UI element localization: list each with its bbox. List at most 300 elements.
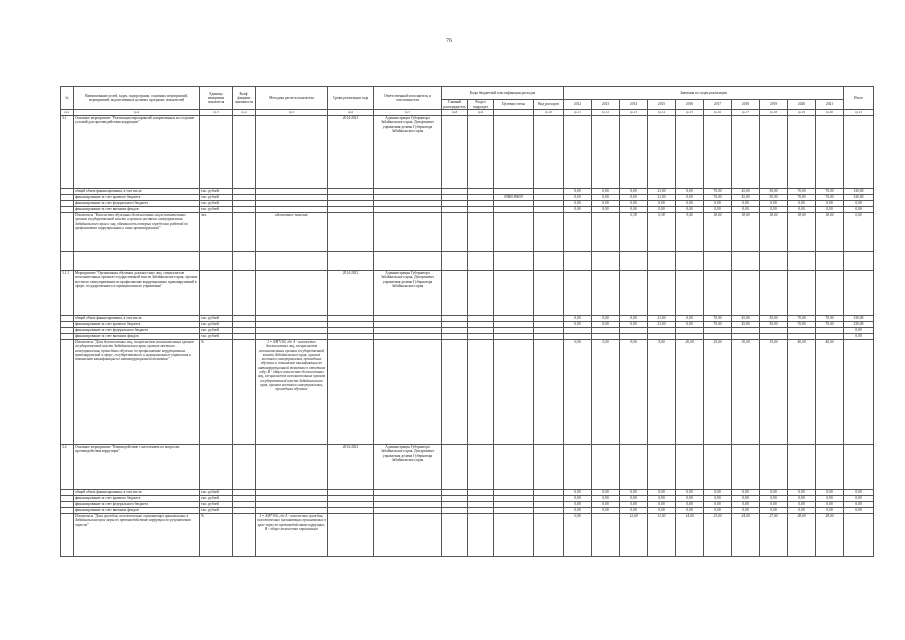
indicator-value (844, 340, 874, 445)
fin-extra-row-value: 0,00 (844, 334, 874, 340)
fin-regional-row-value: 330,00 (844, 195, 874, 201)
fin-regional-row-value: 70,00 (704, 195, 732, 201)
measure-name: Основное мероприятие "Реализация мероприятий, направленных на создание условий для противодействия коррупции" (74, 116, 200, 189)
header-year: 2014 (620, 100, 648, 110)
fin-regional-row-value: 21,00 (648, 322, 676, 328)
fin-label: финансирование за счет федерального бюджета (74, 328, 200, 334)
indicator-value: 28,00 (816, 514, 844, 557)
fin-federal-row-value: 0,00 (844, 328, 874, 334)
spacer-cell (74, 252, 200, 271)
measure-coef (233, 116, 256, 189)
measure-number: 3.2 (61, 445, 74, 490)
indicator-value: 40,00 (788, 340, 816, 445)
measure-executor: Администрация Губернатора Забайкальского края, Департамент управления делами Губернатора Забайкальского края (374, 271, 442, 316)
value-cell (704, 445, 732, 490)
indicator-exec (374, 514, 442, 557)
fin-total-row-value: 0,00 (592, 490, 620, 496)
header-term: Сроки реализации года (328, 87, 374, 110)
fin-unit: тыс. рублей (200, 502, 233, 508)
value-cell (788, 445, 816, 490)
fin-federal-row-value: 0,00 (760, 201, 788, 207)
indicator-code (494, 514, 534, 557)
header-coef: Коэф-фициент значимости (233, 87, 256, 110)
budget-code-cell (442, 271, 468, 316)
value-cell (760, 116, 788, 189)
indicator-code (534, 213, 564, 252)
indicator-code (494, 213, 534, 252)
value-cell (788, 271, 816, 316)
fin-extra-row-value: 0,00 (620, 207, 648, 213)
indicator-value (592, 213, 620, 252)
budget-code-cell (534, 271, 564, 316)
fin-label: финансирование за счет краевого бюджета (74, 322, 200, 328)
header-year: 2012 (564, 100, 592, 110)
fin-regional-row-value: 0,00 (648, 496, 676, 502)
measure-coef (233, 445, 256, 490)
fin-federal-row-value: 0,00 (844, 502, 874, 508)
budget-code-cell (468, 271, 494, 316)
fin-unit: тыс. рублей (200, 207, 233, 213)
program-table-sheet (60, 86, 864, 557)
fin-regional-row-value: 0,00 (564, 322, 592, 328)
value-cell (564, 271, 592, 316)
fin-regional-row-value: 70,00 (788, 195, 816, 201)
spacer-cell (592, 252, 620, 271)
spacer-cell (564, 252, 592, 271)
spacer-cell (442, 252, 468, 271)
indicator-method: абсолютное значение (256, 213, 328, 252)
fin-federal-row-value: 0,00 (816, 201, 844, 207)
spacer-cell (760, 252, 788, 271)
indicator-value: 18,00 (760, 213, 788, 252)
fin-federal-row-value: 0,00 (732, 502, 760, 508)
fin-total-row-value: 0,00 (564, 189, 592, 195)
fin-federal-row-value: 0,00 (704, 201, 732, 207)
fin-extra-row-value: 0,00 (592, 207, 620, 213)
fin-total-row-value: 45,00 (732, 316, 760, 322)
spacer-cell (620, 252, 648, 271)
col-number: гр.14 (648, 110, 676, 116)
fin-extra-row-value: 0,00 (676, 207, 704, 213)
fin-unit: тыс. рублей (200, 328, 233, 334)
fin-federal-row-value: 0,00 (816, 502, 844, 508)
fin-total-row-value: 45,00 (732, 189, 760, 195)
fin-unit: тыс. рублей (200, 201, 233, 207)
budget-code-cell (442, 445, 468, 490)
fin-extra-row-value: 0,00 (788, 207, 816, 213)
fin-extra-row-value: 0,00 (564, 508, 592, 514)
fin-total-row-value: 50,00 (760, 316, 788, 322)
indicator-value: 0,38 (648, 213, 676, 252)
col-number: гр.4 (233, 110, 256, 116)
fin-federal-row-value: 0,00 (676, 502, 704, 508)
indicator-value: 18,00 (788, 213, 816, 252)
fin-regional-row-value: 0,00 (592, 195, 620, 201)
col-number: гр.13 (620, 110, 648, 116)
fin-total-row-value: 0,00 (648, 490, 676, 496)
measure-coef (233, 271, 256, 316)
fin-federal-row-value: 0,00 (732, 201, 760, 207)
indicator-code (442, 340, 468, 445)
fin-regional-row-value: 0,00 (844, 496, 874, 502)
budget-code-cell (442, 116, 468, 189)
indicator-coef (233, 213, 256, 252)
fin-federal-row-value: 0,00 (564, 502, 592, 508)
indicator-value: 9,40 (676, 213, 704, 252)
fin-unit: тыс. рублей (200, 195, 233, 201)
fin-total-row-value: 0,00 (844, 490, 874, 496)
fin-total-row-value: 70,00 (704, 189, 732, 195)
header-year: 2013 (592, 100, 620, 110)
fin-total-row-value: 21,00 (648, 316, 676, 322)
program-table (60, 86, 874, 557)
value-cell (592, 116, 620, 189)
indicator-name: Показатель "Доля должностных лиц, специалистов исполнительных органов государственной власти Забайкальского края, органов местного самоуправления, прошедших обучение по профилактике коррупционных правонарушений в сфере, государственного и муниципального управления и повышению квалификации по антикоррупционной тематике" (74, 340, 200, 445)
indicator-coef (233, 514, 256, 557)
indicator-value: 27,00 (760, 514, 788, 557)
fin-label: финансирование за счет федерального бюджета (74, 502, 200, 508)
measure-unit (200, 445, 233, 490)
col-number: гр.12 (592, 110, 620, 116)
value-cell (564, 116, 592, 189)
fin-extra-row-value: 0,00 (816, 207, 844, 213)
header-year: 2021 (816, 100, 844, 110)
indicator-name: Показатель "Доля граждан, положительно оценивающих принимаемые в Забайкальском крае меры по противодействию коррупции по результатам опросов" (74, 514, 200, 557)
spacer-cell (494, 252, 534, 271)
col-number: гр.15 (676, 110, 704, 116)
fin-total-row-value: 70,00 (816, 316, 844, 322)
fin-label: финансирование за счет внешних фондов (74, 508, 200, 514)
measure-method (256, 445, 328, 490)
budget-code-cell (494, 116, 534, 189)
value-cell (704, 116, 732, 189)
indicator-code (468, 340, 494, 445)
indicator-value: 0,00 (564, 340, 592, 445)
indicator-value: 40,00 (816, 340, 844, 445)
value-cell (592, 445, 620, 490)
value-cell (788, 116, 816, 189)
header-executor: Ответственный исполнитель и соисполнители (374, 87, 442, 110)
fin-federal-row-value: 0,00 (704, 502, 732, 508)
indicator-exec (374, 340, 442, 445)
fin-extra-row-value: 0,00 (592, 508, 620, 514)
fin-total-row-value: 0,00 (564, 316, 592, 322)
header-code-sub: Целевая статья (494, 100, 534, 110)
fin-regional-row-value: 0,00 (732, 496, 760, 502)
value-cell (816, 271, 844, 316)
fin-total-row-value: 70,00 (816, 189, 844, 195)
fin-regional-row-value: 50,00 (760, 195, 788, 201)
header-year: 2019 (760, 100, 788, 110)
fin-label: финансирование за счет внешних фондов (74, 207, 200, 213)
indicator-code (468, 213, 494, 252)
fin-extra-row-value: 0,00 (620, 508, 648, 514)
fin-federal-row-value: 0,00 (676, 201, 704, 207)
fin-total-row-value: 70,00 (788, 189, 816, 195)
fin-regional-row-value: 21,00 (648, 195, 676, 201)
fin-unit: тыс. рублей (200, 316, 233, 322)
value-cell (648, 271, 676, 316)
fin-unit: тыс. рублей (200, 334, 233, 340)
fin-total-row-value: 330,00 (844, 316, 874, 322)
indicator-code (442, 514, 468, 557)
indicator-value: 11,00 (648, 514, 676, 557)
fin-extra-row-value: 0,00 (760, 508, 788, 514)
spacer-cell (534, 252, 564, 271)
header-code-sub: Раздел подраздел (468, 100, 494, 110)
measure-executor: Администрация Губернатора Забайкальского края, Департамент управления делами Губернатора Забайкальского края (374, 116, 442, 189)
indicator-coef (233, 340, 256, 445)
value-cell (620, 445, 648, 490)
header-year: 2020 (788, 100, 816, 110)
fin-total-row-value: 0,00 (592, 316, 620, 322)
fin-extra-row-value: 0,00 (844, 207, 874, 213)
header-values: Значения по годам реализации (564, 87, 844, 100)
spacer-cell (468, 252, 494, 271)
fin-label: финансирование за счет федерального бюджета (74, 201, 200, 207)
fin-label: общий объем финансирования, в том числе: (74, 490, 200, 496)
indicator-number (61, 514, 74, 557)
indicator-value: 12,00 (620, 514, 648, 557)
fin-federal-row-value: 0,00 (648, 201, 676, 207)
fin-extra-row-value: 0,00 (788, 508, 816, 514)
fin-federal-row-value: 0,00 (844, 201, 874, 207)
fin-regional-row-value: 0,00 (788, 496, 816, 502)
indicator-value: 0,00 (592, 340, 620, 445)
fin-regional-row-value: 45,00 (732, 322, 760, 328)
indicator-code (442, 213, 468, 252)
measure-row (61, 445, 874, 490)
fin-unit: тыс. рублей (200, 496, 233, 502)
indicator-exec (374, 213, 442, 252)
value-cell (648, 445, 676, 490)
fin-unit: тыс. рублей (200, 508, 233, 514)
value-cell (816, 116, 844, 189)
measure-term: 2014-2021 (328, 116, 374, 189)
indicator-code (534, 514, 564, 557)
value-cell (676, 445, 704, 490)
budget-code-cell (534, 116, 564, 189)
spacer-cell (61, 252, 74, 271)
measure-number: 3.1.1 (61, 271, 74, 316)
indicator-row (61, 340, 874, 445)
indicator-row (61, 213, 874, 252)
fin-regional-row-value: 0,00 (676, 496, 704, 502)
indicator-number (61, 213, 74, 252)
fin-regional-row-value: 0,00 (760, 496, 788, 502)
fin-regional-row-value: 50,00 (760, 322, 788, 328)
indicator-value (844, 514, 874, 557)
header-year: 2015 (648, 100, 676, 110)
indicator-value: 0,00 (564, 514, 592, 557)
col-number: гр.20 (816, 110, 844, 116)
measure-row (61, 271, 874, 316)
indicator-value: 20,00 (676, 340, 704, 445)
indicator-code (468, 514, 494, 557)
fin-total-row-value: 70,00 (788, 316, 816, 322)
col-number: гр.9 (468, 110, 494, 116)
fin-code-target: 09Я0189659 (494, 195, 534, 201)
fin-unit: тыс. рублей (200, 189, 233, 195)
fin-federal-row-value: 0,00 (592, 201, 620, 207)
col-number: гр.7 (374, 110, 442, 116)
fin-extra-row-value: 0,00 (704, 207, 732, 213)
fin-federal-row-value: 0,00 (788, 502, 816, 508)
budget-code-cell (468, 445, 494, 490)
fin-total-row-value: 21,00 (648, 189, 676, 195)
spacer-cell (374, 252, 442, 271)
fin-total-row-value: 0,00 (732, 490, 760, 496)
col-number: гр.21 (844, 110, 874, 116)
spacer-cell (788, 252, 816, 271)
fin-total-row-value: 0,00 (760, 490, 788, 496)
fin-extra-row-value: 0,00 (704, 508, 732, 514)
value-cell (816, 445, 844, 490)
spacer-cell (676, 252, 704, 271)
indicator-value (564, 213, 592, 252)
indicator-value: 25,00 (704, 340, 732, 445)
indicator-value: 28,00 (788, 514, 816, 557)
value-cell (592, 271, 620, 316)
header-year: 2017 (704, 100, 732, 110)
budget-code-cell (494, 445, 534, 490)
fin-total-row-value: 0,00 (704, 490, 732, 496)
header-name: Наименование целей, задач, подпрограмм, основных мероприятий, мероприятий, ведомственных целевых программ, показателей (74, 87, 200, 110)
fin-total-row-value: 0,00 (676, 189, 704, 195)
spacer-cell (816, 252, 844, 271)
fin-regional-row-value: 0,00 (676, 322, 704, 328)
col-number: гр.11 (564, 110, 592, 116)
indicator-term (328, 340, 374, 445)
spacer-cell (648, 252, 676, 271)
fin-total-row-value: 0,00 (620, 490, 648, 496)
col-number: гр.19 (788, 110, 816, 116)
fin-regional-row-value: 70,00 (788, 322, 816, 328)
col-number: гр.3 (200, 110, 233, 116)
fin-total-row-value: 0,00 (620, 189, 648, 195)
indicator-method: I = A/B*100, где А - количество граждан, положительно оценивающих принимаемые в крае меры по противодействию коррупции; В - общее количество опрошенных (256, 514, 328, 557)
indicator-number (61, 340, 74, 445)
fin-regional-row-value: 0,00 (676, 195, 704, 201)
fin-federal-row-value: 0,00 (760, 502, 788, 508)
fin-extra-row-value: 0,00 (648, 207, 676, 213)
fin-regional-row-value: 330,00 (844, 322, 874, 328)
fin-regional-row-value: 0,00 (704, 496, 732, 502)
col-number: гр.5 (256, 110, 328, 116)
spacer-cell (844, 252, 874, 271)
measure-term: 2014-2021 (328, 271, 374, 316)
indicator-value: 9,00 (648, 340, 676, 445)
col-number: гр.1 (61, 110, 74, 116)
fin-federal-row-value: 0,00 (564, 201, 592, 207)
col-number: гр.18 (760, 110, 788, 116)
fin-total-row-value: 0,00 (676, 490, 704, 496)
col-number: гр.10 (534, 110, 564, 116)
fin-regional-row-value: 0,00 (620, 195, 648, 201)
fin-federal-row-value: 0,00 (592, 502, 620, 508)
indicator-value: 35,00 (760, 340, 788, 445)
fin-extra-row-value: 0,00 (732, 207, 760, 213)
fin-extra-row-value: 0,00 (648, 508, 676, 514)
fin-regional-row-value: 0,00 (620, 322, 648, 328)
col-number: гр.16 (704, 110, 732, 116)
indicator-unit: чел. (200, 213, 233, 252)
value-cell (704, 271, 732, 316)
header-code-sub: Главный распорядитель (443, 100, 466, 109)
header-year: 2016 (676, 100, 704, 110)
table-body (61, 116, 874, 557)
fin-regional-row-value: 0,00 (620, 496, 648, 502)
measure-method (256, 116, 328, 189)
indicator-value: 18,00 (732, 213, 760, 252)
budget-code-cell (494, 271, 534, 316)
indicator-value: 24,00 (732, 514, 760, 557)
col-number: гр.17 (732, 110, 760, 116)
indicator-unit: % (200, 340, 233, 445)
fin-regional-row-value: 70,00 (704, 322, 732, 328)
indicator-name: Показатель "Количество обученных должностных лиц исполнительных органов государственной власти и органов местного самоуправления Забайкальского края и лиц, обязанность которых определена работой по профилактике коррупционных и иных правонарушений" (74, 213, 200, 252)
fin-federal-row-value: 0,00 (788, 201, 816, 207)
header-budget-codes: Коды бюджетной классификации расходов (442, 87, 564, 100)
budget-code-cell (534, 445, 564, 490)
fin-total-row-value: 0,00 (564, 490, 592, 496)
indicator-value (592, 514, 620, 557)
fin-federal-row-value: 0,00 (620, 201, 648, 207)
fin-total-row-value: 50,00 (760, 189, 788, 195)
header-year: 2018 (732, 100, 760, 110)
measure-term: 2014-2021 (328, 445, 374, 490)
value-cell (732, 445, 760, 490)
fin-unit: тыс. рублей (200, 490, 233, 496)
fin-regional-row-value: 0,00 (564, 496, 592, 502)
indicator-value: 0,38 (620, 213, 648, 252)
value-cell (564, 445, 592, 490)
fin-total-row-value: 0,00 (788, 490, 816, 496)
fin-federal-row-value: 0,00 (620, 502, 648, 508)
measure-name: Основное мероприятие "Взаимодействие с населением по вопросам противодействия коррупции" (74, 445, 200, 490)
indicator-code (494, 340, 534, 445)
header-code-sub: Вид расходов (534, 100, 564, 110)
fin-label: финансирование за счет внешних фондов (74, 334, 200, 340)
indicator-value: 18,00 (704, 213, 732, 252)
spacer-row (61, 252, 874, 271)
measure-executor: Администрация Губернатора Забайкальского края, Департамент управления делами Губернатора Забайкальского края (374, 445, 442, 490)
header-method: Методика расчета показателя (256, 87, 328, 110)
col-number: гр.6 (328, 110, 374, 116)
spacer-cell (200, 252, 233, 271)
fin-regional-row-value: 0,00 (592, 322, 620, 328)
value-cell (844, 445, 874, 490)
indicator-value: 14,00 (676, 514, 704, 557)
value-cell (760, 445, 788, 490)
header-total: Итого (844, 87, 874, 110)
fin-extra-row-value: 0,00 (732, 508, 760, 514)
indicator-value: 18,00 (816, 213, 844, 252)
fin-regional-row-value: 0,00 (592, 496, 620, 502)
indicator-value: 23,00 (704, 514, 732, 557)
indicator-unit: % (200, 514, 233, 557)
measure-method (256, 271, 328, 316)
indicator-row (61, 514, 874, 557)
value-cell (732, 116, 760, 189)
fin-total-row-value: 0,00 (676, 316, 704, 322)
spacer-cell (732, 252, 760, 271)
header-unit: Единица измерения показателя (200, 87, 233, 110)
indicator-method: I = A/B*100, где А - количество должностных лиц, специалистов исполнительных органов государственной власти Забайкальского края, органов местного самоуправления, прошедших обучение и повышение квалификации по антикоррупционной тематике в отчетном году; В - общее количество должностных лиц, специалистов исполнительных органов государственной власти Забайкальского края, органов местного самоуправления, прошедших обучение (256, 340, 328, 445)
indicator-value: 9,00 (620, 340, 648, 445)
fin-label: общий объем финансирования, в том числе: (74, 316, 200, 322)
fin-regional-row-value: 0,00 (816, 496, 844, 502)
